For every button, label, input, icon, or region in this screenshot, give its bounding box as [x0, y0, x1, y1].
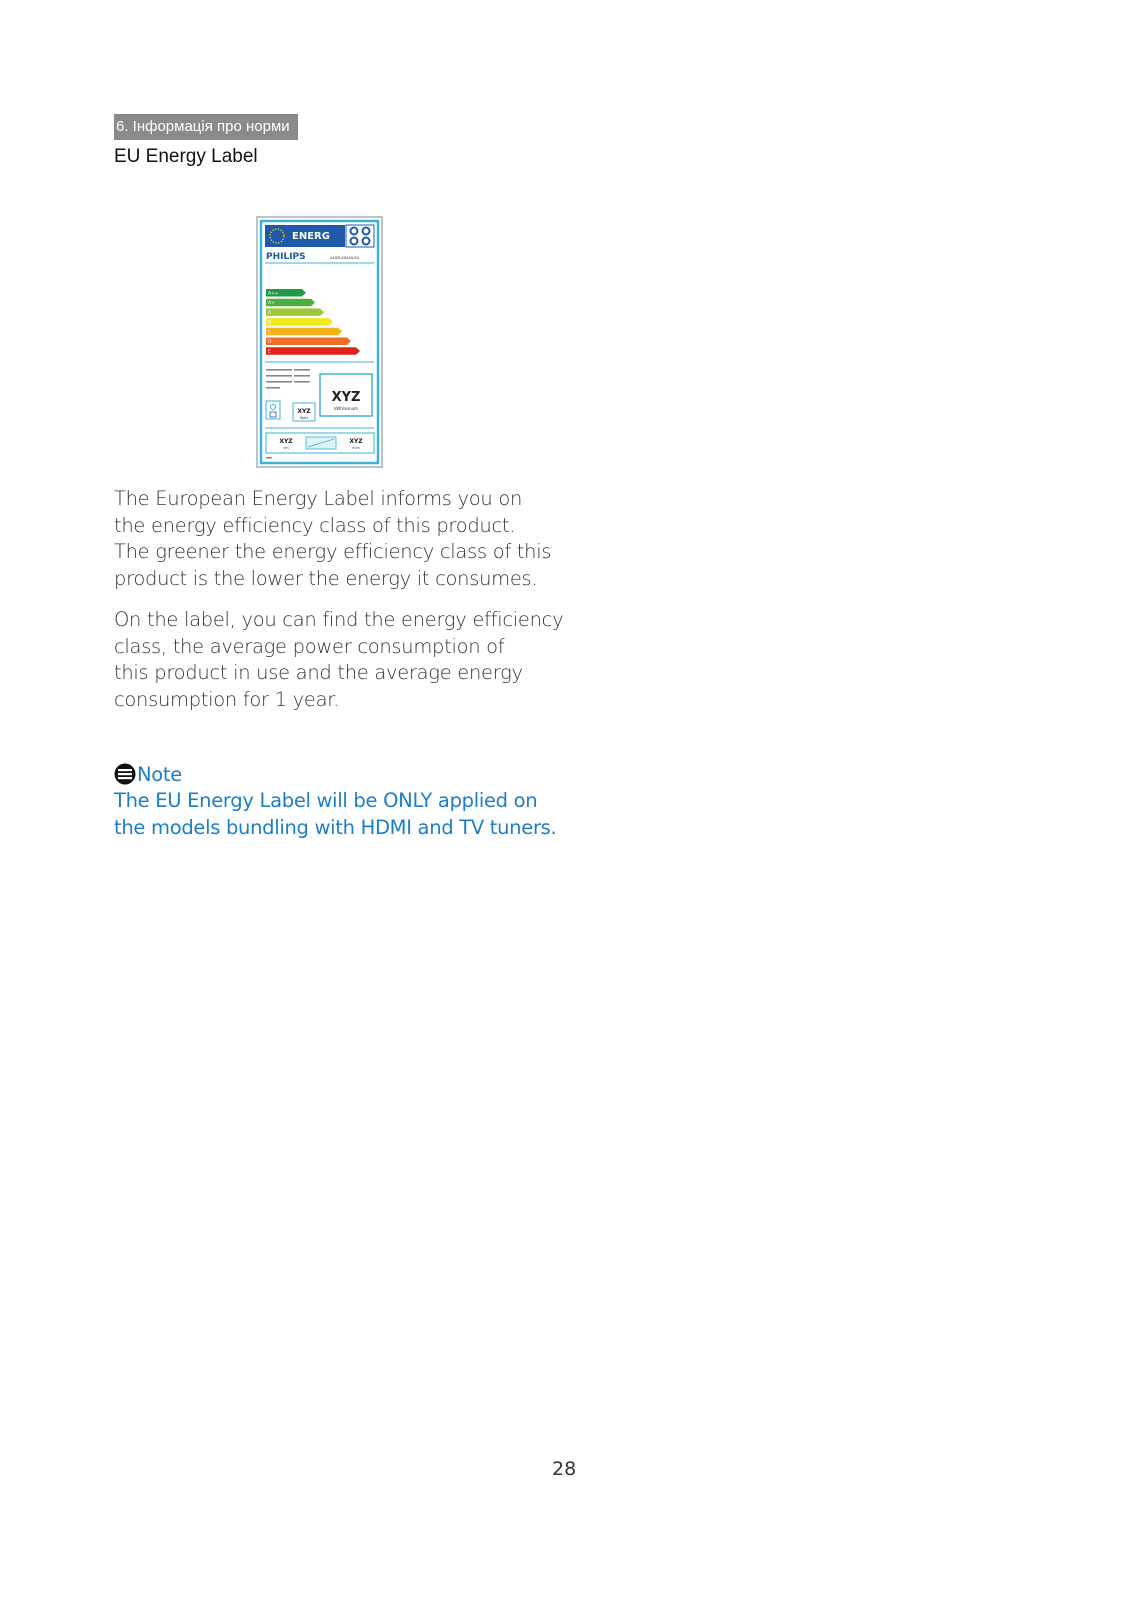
paragraph-energy-label-intro [114, 486, 554, 592]
text-line: the energy efficiency class of this product. [114, 513, 516, 537]
text-line: On the label, you can find the energy efficiency [114, 608, 564, 631]
energy-class-arrow [266, 308, 324, 316]
note-heading [114, 761, 182, 787]
energy-class-label: A [268, 310, 272, 316]
label-size-cm: XYZ [279, 438, 293, 445]
label-header-text: ENERG [292, 231, 330, 242]
text-line: consumption for 1 year. [114, 687, 340, 711]
text-line: product is the lower the energy it consumes. [114, 566, 538, 590]
page-number: 28 [552, 1458, 577, 1480]
note-icon [114, 763, 136, 785]
text-line: this product in use and the average energy [114, 661, 523, 684]
note-title: Note [137, 762, 182, 786]
label-size-inch: XYZ [349, 438, 363, 445]
note-text [114, 788, 556, 841]
text-line: class, the average power consumption of [114, 634, 505, 658]
note-line: The EU Energy Label will be ONLY applied on [114, 789, 538, 812]
label-brand: PHILIPS [266, 252, 306, 262]
label-size-inch-unit: inch [352, 446, 360, 450]
energy-class-label: E [268, 349, 271, 355]
page-heading: EU Energy Label [114, 146, 258, 167]
energy-label-image [256, 216, 383, 468]
energy-class-label: C [268, 330, 272, 336]
text-line: The European Energy Label informs you on [114, 487, 523, 510]
energy-class-arrow [266, 328, 342, 336]
paragraph-label-contents [114, 607, 564, 713]
section-tab: 6. Інформація про норми [114, 114, 298, 140]
note-line: the models bundling with HDMI and TV tuners. [114, 815, 557, 839]
label-annual-value: XYZ [331, 390, 361, 405]
energy-class-arrow [266, 318, 333, 326]
energy-class-label: D [268, 340, 272, 345]
energy-class-label: A+ [268, 301, 275, 307]
energy-class-label: B [268, 320, 272, 326]
label-model: XXXPLXXXXX/XX [330, 256, 360, 260]
energy-class-arrow [266, 347, 360, 355]
label-annual-unit: kWh/annum [333, 406, 359, 411]
energy-class-arrow [266, 338, 351, 346]
label-power-value: XYZ [297, 408, 311, 415]
label-size-cm-unit: cm [283, 446, 289, 450]
energy-class-label: A++ [268, 291, 279, 297]
label-power-unit: Watt [299, 416, 309, 420]
text-line: The greener the energy efficiency class of this [114, 540, 552, 563]
